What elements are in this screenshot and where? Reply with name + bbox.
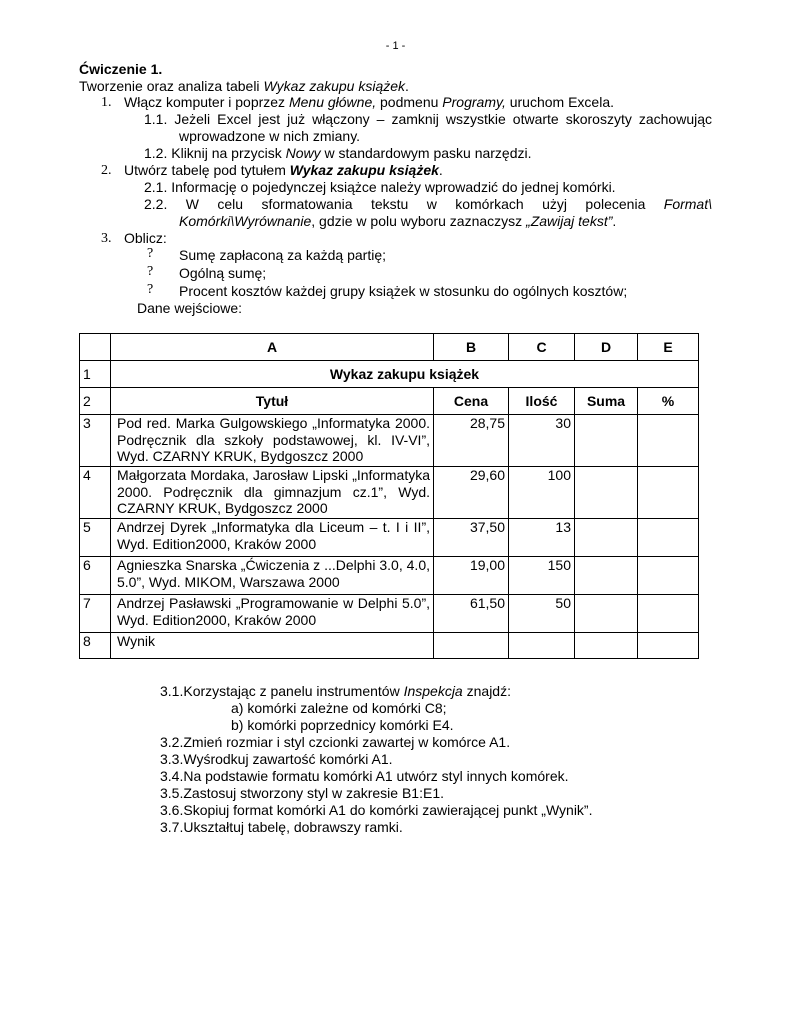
exercise-intro: Tworzenie oraz analiza tabeli Wykaz zakupu książek. bbox=[79, 78, 409, 94]
percent-cell bbox=[638, 557, 699, 595]
quantity-cell: 30 bbox=[509, 415, 575, 467]
quantity-cell: 150 bbox=[509, 557, 575, 595]
table-title: Wykaz zakupu książek bbox=[111, 361, 699, 388]
substep-2-1: 2.1. Informację o pojedynczej książce należy wprowadzić do jednej komórki. bbox=[144, 179, 616, 195]
table-row bbox=[80, 633, 699, 659]
quantity-cell: 50 bbox=[509, 595, 575, 633]
sum-cell bbox=[575, 415, 638, 467]
quantity-cell: 13 bbox=[509, 519, 575, 557]
row-number: 6 bbox=[80, 557, 111, 595]
step-1-text: Włącz komputer i poprzez Menu główne, podmenu Programy, uruchom Excela. bbox=[124, 94, 615, 110]
table-row bbox=[80, 388, 699, 415]
percent-cell bbox=[638, 633, 699, 659]
substep-1-1-line1: 1.1. Jeżeli Excel jest już włączony – zamknij wszystkie otwarte skoroszyty zachowując bbox=[144, 111, 712, 127]
book-title-cell: Małgorzata Mordaka, Jarosław Lipski „Informatyka 2000. Podręcznik dla gimnazjum cz.1”, Wyd. CZARNY KRUK, Bydgoszcz 2000 bbox=[111, 467, 434, 519]
substep-1-1-line2: wprowadzone w nich zmiany. bbox=[179, 128, 361, 144]
substep-1-2: 1.2. Kliknij na przycisk Nowy w standardowym pasku narzędzi. bbox=[144, 145, 532, 161]
bullet-item: Sumę zapłaconą za każdą partię; bbox=[179, 247, 387, 263]
bullet-icon: ? bbox=[147, 264, 154, 279]
step-number: 1. bbox=[101, 95, 112, 110]
price-cell: 29,60 bbox=[434, 467, 509, 519]
result-label-cell: Wynik bbox=[111, 633, 434, 659]
percent-cell bbox=[638, 595, 699, 633]
row-number: 2 bbox=[80, 388, 111, 415]
task-3-1-a: a) komórki zależne od komórki C8; bbox=[231, 700, 447, 716]
percent-cell bbox=[638, 519, 699, 557]
table-row bbox=[80, 415, 699, 467]
sum-cell bbox=[575, 467, 638, 519]
page-number: - 1 - bbox=[385, 40, 406, 52]
substep-2-2-line2: Komórki\Wyrównanie, gdzie w polu wyboru zaznaczysz „Zawijaj tekst”. bbox=[179, 213, 617, 229]
header-cell: Cena bbox=[434, 388, 509, 415]
price-cell bbox=[434, 633, 509, 659]
table-row bbox=[80, 361, 699, 388]
corner-cell bbox=[80, 334, 111, 361]
row-number: 8 bbox=[80, 633, 111, 659]
price-cell: 28,75 bbox=[434, 415, 509, 467]
book-title-cell: Andrzej Pasławski „Programowanie w Delphi 5.0”, Wyd. Edition2000, Kraków 2000 bbox=[111, 595, 434, 633]
book-title-cell: Pod red. Marka Gulgowskiego „Informatyka 2000. Podręcznik dla szkoły podstawowej, kl. IV-VI”, Wyd. CZARNY KRUK, Bydgoszcz 2000 bbox=[111, 415, 434, 467]
sum-cell bbox=[575, 557, 638, 595]
step-number: 2. bbox=[101, 163, 112, 178]
bullet-item: Procent kosztów każdej grupy książek w stosunku do ogólnych kosztów; bbox=[179, 283, 628, 299]
table-row bbox=[80, 519, 699, 557]
row-number: 7 bbox=[80, 595, 111, 633]
step-3-text: Oblicz: bbox=[124, 230, 167, 246]
task-item: 3.4.Na podstawie formatu komórki A1 utwórz styl innych komórek. bbox=[160, 768, 569, 784]
input-data-label: Dane wejściowe: bbox=[137, 300, 243, 316]
header-cell: % bbox=[638, 388, 699, 415]
task-item: 3.6.Skopiuj format komórki A1 do komórki zawierającej punkt „Wynik”. bbox=[160, 802, 593, 818]
task-3-1: 3.1.Korzystając z panelu instrumentów Inspekcja znajdź: bbox=[160, 683, 511, 699]
price-cell: 61,50 bbox=[434, 595, 509, 633]
column-header: E bbox=[638, 334, 699, 361]
sum-cell bbox=[575, 633, 638, 659]
book-title-cell: Agnieszka Snarska „Ćwiczenia z ...Delphi 3.0, 4.0, 5.0”, Wyd. MIKOM, Warszawa 2000 bbox=[111, 557, 434, 595]
header-cell: Tytuł bbox=[111, 388, 434, 415]
percent-cell bbox=[638, 467, 699, 519]
column-header: D bbox=[575, 334, 638, 361]
percent-cell bbox=[638, 415, 699, 467]
task-item: 3.2.Zmień rozmiar i styl czcionki zawartej w komórce A1. bbox=[160, 734, 511, 750]
task-item: 3.7.Ukształtuj tabelę, dobrawszy ramki. bbox=[160, 819, 403, 835]
bullet-item: Ogólną sumę; bbox=[179, 265, 267, 281]
column-header-row bbox=[80, 334, 699, 361]
step-number: 3. bbox=[101, 231, 112, 246]
bullet-icon: ? bbox=[147, 246, 154, 261]
column-header: A bbox=[111, 334, 434, 361]
row-number: 5 bbox=[80, 519, 111, 557]
sum-cell bbox=[575, 595, 638, 633]
quantity-cell bbox=[509, 633, 575, 659]
table-row bbox=[80, 595, 699, 633]
bullet-icon: ? bbox=[147, 282, 154, 297]
row-number: 4 bbox=[80, 467, 111, 519]
purchase-table bbox=[79, 333, 699, 659]
row-number: 1 bbox=[80, 361, 111, 388]
exercise-title: Ćwiczenie 1. bbox=[79, 61, 163, 77]
price-cell: 37,50 bbox=[434, 519, 509, 557]
quantity-cell: 100 bbox=[509, 467, 575, 519]
row-number: 3 bbox=[80, 415, 111, 467]
column-header: C bbox=[509, 334, 575, 361]
step-2-text: Utwórz tabelę pod tytułem Wykaz zakupu książek. bbox=[124, 162, 443, 178]
header-cell: Ilość bbox=[509, 388, 575, 415]
sum-cell bbox=[575, 519, 638, 557]
book-title-cell: Andrzej Dyrek „Informatyka dla Liceum – t. I i II”, Wyd. Edition2000, Kraków 2000 bbox=[111, 519, 434, 557]
task-item: 3.5.Zastosuj stworzony styl w zakresie B1:E1. bbox=[160, 785, 444, 801]
price-cell: 19,00 bbox=[434, 557, 509, 595]
table-row bbox=[80, 467, 699, 519]
column-header: B bbox=[434, 334, 509, 361]
substep-2-2-line1: 2.2. W celu sformatowania tekstu w komórkach użyj polecenia Format\ bbox=[144, 196, 712, 212]
table-row bbox=[80, 557, 699, 595]
task-3-1-b: b) komórki poprzednicy komórki E4. bbox=[231, 717, 454, 733]
task-item: 3.3.Wyśrodkuj zawartość komórki A1. bbox=[160, 751, 393, 767]
header-cell: Suma bbox=[575, 388, 638, 415]
